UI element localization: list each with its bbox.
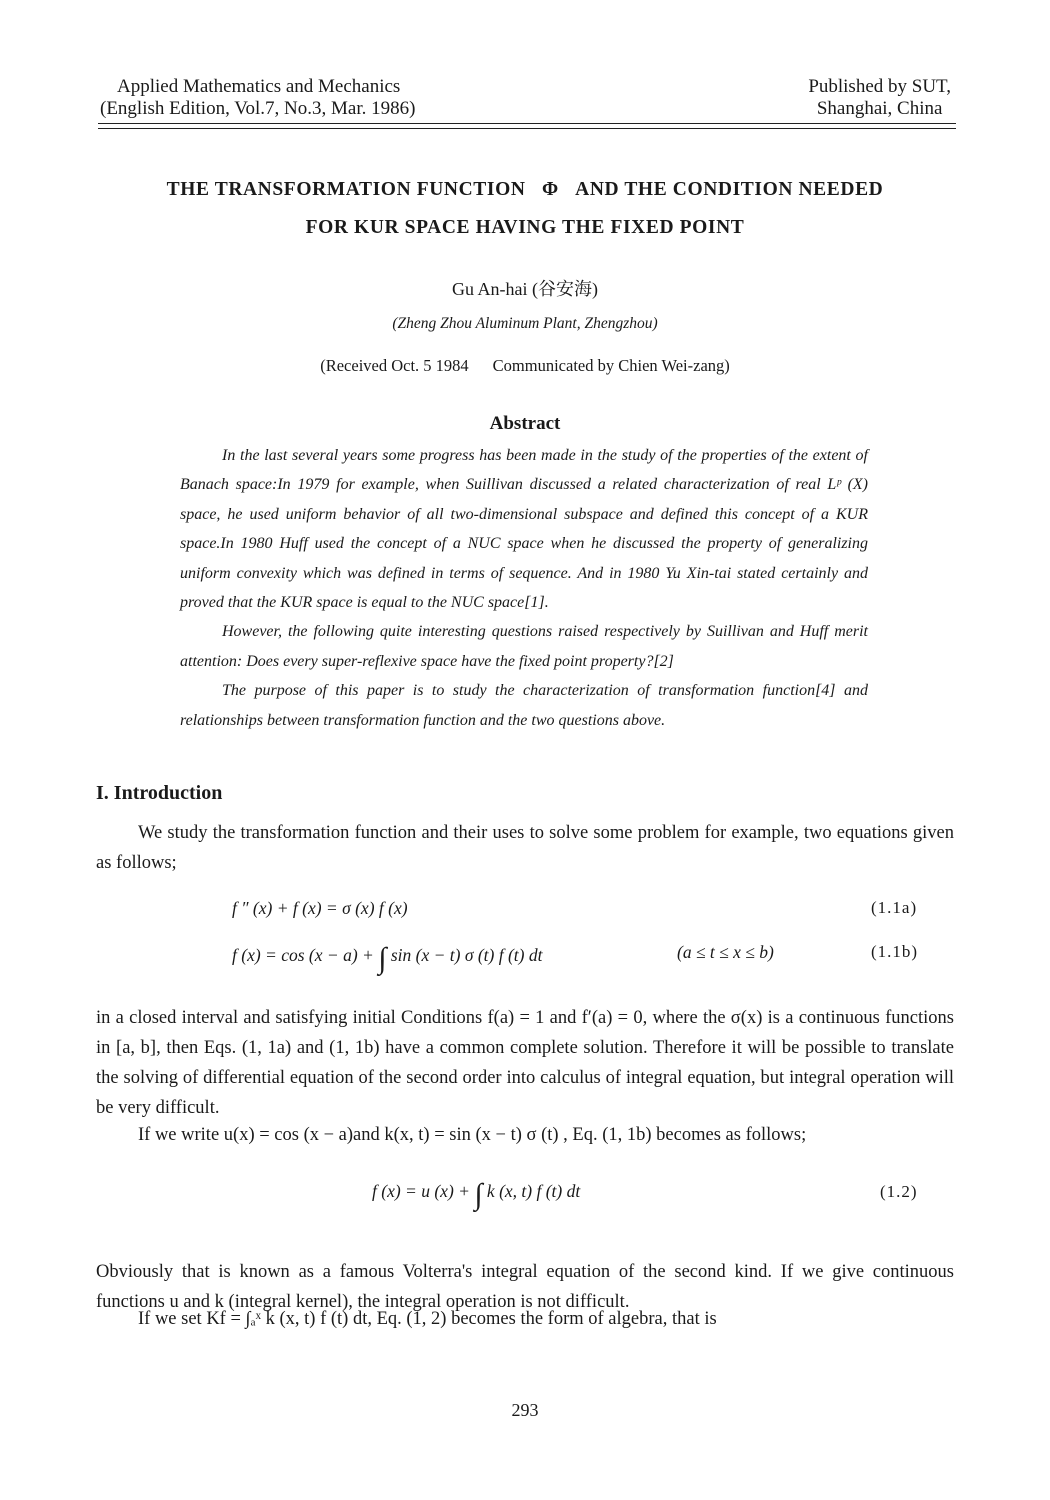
- integral-sign: ∫: [378, 942, 387, 975]
- paragraph-text: We study the transformation function and their uses to solve some problem for example, two equations given as follows;: [96, 823, 954, 873]
- paragraph-text: Obviously that is known as a famous Volterra's integral equation of the second kind. If we give continuous functions u and k (integral kernel), the integral operation is not difficult.: [96, 1261, 954, 1312]
- communicated-by: Communicated by Chien Wei-zang): [492, 356, 730, 375]
- equation-rhs: sin (x − t) σ (t) f (t) dt: [386, 945, 543, 965]
- equation-number-1-2: (1.2): [880, 1182, 918, 1201]
- title-line-1: THE TRANSFORMATION FUNCTION Φ AND THE CONDITION NEEDED: [166, 179, 884, 200]
- equation-number-1-1b: (1.1b): [871, 942, 919, 961]
- equation-1-1a: f ″ (x) + f (x) = σ (x) f (x): [232, 898, 408, 918]
- paper-title: [60, 171, 990, 247]
- received-line: [0, 356, 1050, 376]
- integral-sign: ∫: [474, 1178, 483, 1211]
- journal-edition: (English Edition, Vol.7, No.3, Mar. 1986): [100, 98, 416, 119]
- publisher-name: Published by SUT,: [808, 76, 951, 97]
- equation-1-1b: [232, 942, 542, 976]
- section-heading: I. Introduction: [96, 782, 223, 804]
- author-affiliation: (Zheng Zhou Aluminum Plant, Zhengzhou): [392, 315, 658, 332]
- abstract-paragraph-1: In the last several years some progress has been made in the study of the properties of the extent of Banach space:In 1979 for example, when Suillivan discussed a related characterization of real Lᵖ (X) space, he used uniform behavior of all two-dimensional subspace and defined this concept of a KUR space.In 1980 Huff used the concept of a NUC space when he discussed the property of generalizing uniform convexity which was defined in terms of sequence. And in 1980 Yu Xin-tai stated certainly and proved that the KUR space is equal to the NUC space[1].: [180, 447, 868, 612]
- abstract-paragraph-2: However, the following quite interesting questions raised respectively by Suillivan and Huff merit attention: Does every super-reflexive space have the fixed point property?[2]: [180, 623, 868, 670]
- equation-number-1-1a: (1.1a): [871, 898, 918, 917]
- author-name: Gu An-hai (谷安海): [452, 279, 598, 299]
- header-rule-bottom: [98, 128, 956, 129]
- page-number: 293: [511, 1400, 539, 1420]
- abstract-paragraph-3: The purpose of this paper is to study the characterization of transformation function[4] and relationships between transformation function and the two questions above.: [180, 682, 868, 729]
- publisher-header: [808, 76, 951, 120]
- body-paragraph-3: If we write u(x) = cos (x − a)and k(x, t) = sin (x − t) σ (t) , Eq. (1, 1b) becomes as follows;: [138, 1125, 807, 1145]
- title-line-2: FOR KUR SPACE HAVING THE FIXED POINT: [305, 217, 745, 238]
- paragraph-text: in a closed interval and satisfying initial Conditions f(a) = 1 and f′(a) = 0, where the σ(x) is a continuous functions in [a, b], then Eqs. (1, 1a) and (1, 1b) have a common complete solution. Therefore it will be possible to translate the solving of differential equation of the second order into calculus of integral equation, but integral operation will be very difficult.: [96, 1008, 954, 1118]
- equation-lhs: f (x) = cos (x − a) +: [232, 945, 379, 965]
- header-rule-top: [98, 123, 956, 124]
- equation-condition: (a ≤ t ≤ x ≤ b): [677, 942, 774, 962]
- journal-header: [100, 76, 415, 120]
- abstract-heading: Abstract: [489, 413, 561, 434]
- equation-1-2: [372, 1178, 580, 1212]
- received-date: (Received Oct. 5 1984: [320, 356, 469, 375]
- journal-name: Applied Mathematics and Mechanics: [117, 76, 401, 97]
- publisher-location: Shanghai, China: [816, 98, 943, 119]
- body-paragraph-5: If we set Kf = ∫ₐˣ k (x, t) f (t) dt, Eq. (1, 2) becomes the form of algebra, that is: [138, 1309, 717, 1329]
- equation-rhs: k (x, t) f (t) dt: [482, 1181, 581, 1201]
- body-paragraph-2: [96, 1003, 954, 1123]
- abstract-body: [180, 441, 868, 735]
- equation-lhs: f (x) = u (x) +: [372, 1181, 475, 1201]
- body-paragraph-1: [96, 818, 954, 878]
